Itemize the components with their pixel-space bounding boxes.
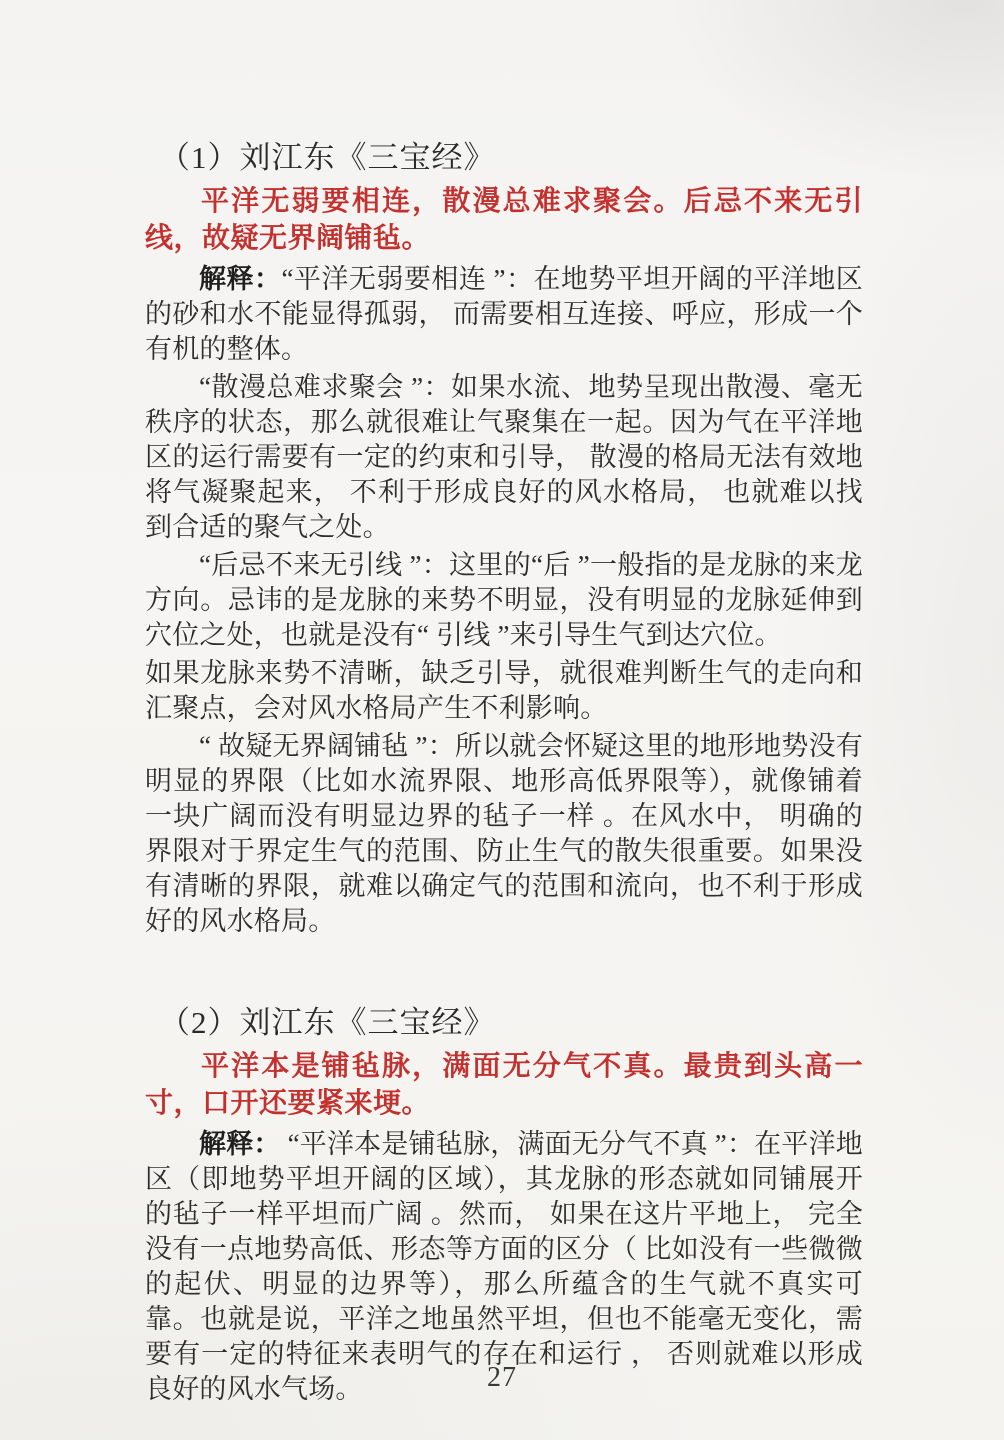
section-1-paragraph-1 [145,262,863,367]
section-1-heading: （1）刘江东《三宝经》 [159,140,496,175]
section-1-paragraph-4 [145,656,863,726]
explanation-label: 解释： [199,264,282,294]
paragraph-text: “平洋无弱要相连 ”：在地势平坦开阔的平洋地区的砂和水不能显得孤弱， 而需要相互连接、呼应，形成一个有机的整体。 [145,264,863,364]
paragraph-text: “平洋本是铺毡脉，满面无分气不真 ”：在平洋地区（即地势平坦开阔的区域），其龙脉的形态就如同铺展开的毡子一样平坦而广阔 。然而， 如果在这片平地上， 完全没有一点地势高低、形态等方面的区分（ 比如没有一些微微的起伏、明显的边界等），那么所蕴含的生气就不真实可靠。也就是说，平洋之地虽然平坦，但也不能毫无变化，需要有一定的特征来表明气的存在和运行 ， 否则就难以形成良好的风水气场。 [145,1129,863,1404]
section-1 [145,132,863,939]
section-2-verse: 平洋本是铺毡脉，满面无分气不真。最贵到头高一寸，口开还要紧来埂。 [145,1051,863,1119]
paragraph-text: “散漫总难求聚会 ”：如果水流、地势呈现出散漫、毫无秩序的状态，那么就很难让气聚集在一起。因为气在平洋地区的运行需要有一定的约束和引导， 散漫的格局无法有效地将气凝聚起来， 不利于形成良好的风水格局， 也就难以找到合适的聚气之处。 [145,372,863,542]
page-number: 27 [487,1362,517,1393]
section-1-paragraph-5 [145,729,863,939]
paragraph-text: “ 故疑无界阔铺毡 ”：所以就会怀疑这里的地形地势没有明显的界限（比如水流界限、地形高低界限等），就像铺着一块广阔而没有明显边界的毡子一样 。在风水中， 明确的界限对于界定生气的范围、防止生气的散失很重要。如果没有清晰的界限，就难以确定气的范围和流向，也不利于形成好的风水格局。 [145,731,863,936]
paragraph-text: 如果龙脉来势不清晰，缺乏引导，就很难判断生气的走向和汇聚点，会对风水格局产生不利影响。 [145,658,863,723]
explanation-label: 解释： [199,1129,281,1159]
section-1-paragraph-3 [145,548,863,653]
paragraph-text: “后忌不来无引线 ”：这里的“后 ”一般指的是龙脉的来龙方向。忌讳的是龙脉的来势不明显，没有明显的龙脉延伸到穴位之处，也就是没有“ 引线 ”来引导生气到达穴位。 [145,550,863,650]
section-1-paragraph-2 [145,370,863,545]
section-2-heading: （2）刘江东《三宝经》 [159,1005,496,1040]
section-2 [145,997,863,1407]
page-content [145,132,863,1410]
section-1-verse: 平洋无弱要相连，散漫总难求聚会。后忌不来无引线，故疑无界阔铺毡。 [145,186,863,254]
